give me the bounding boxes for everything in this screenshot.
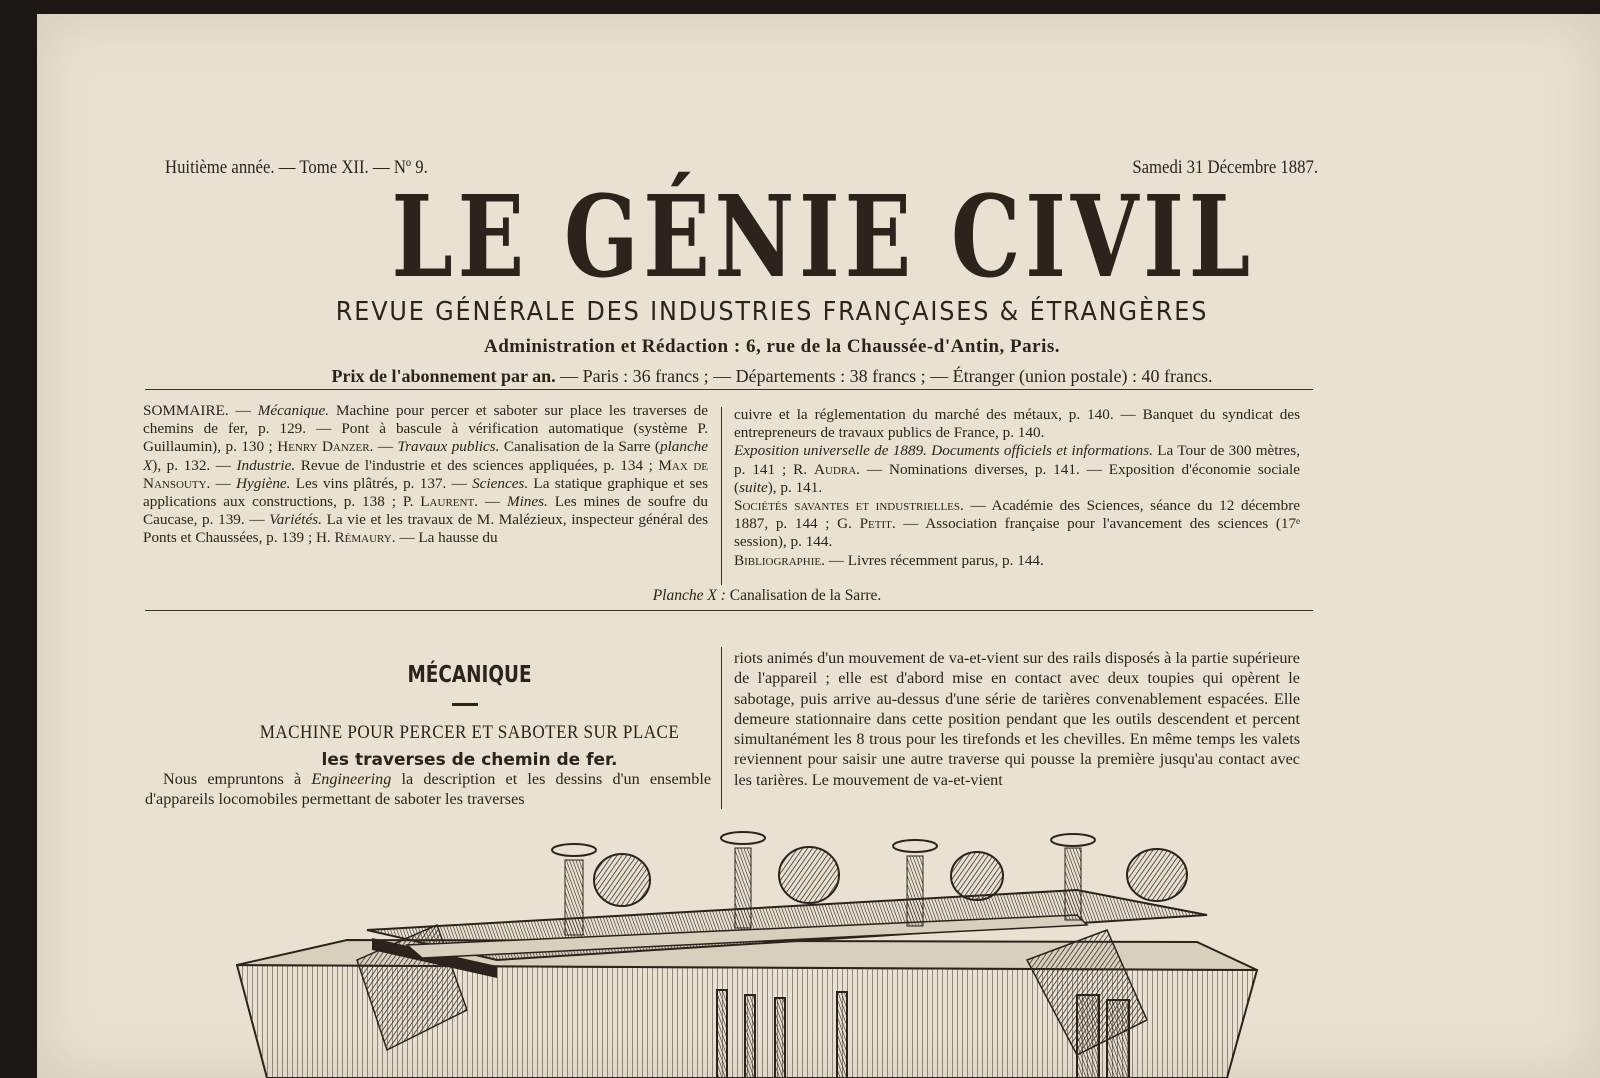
- subscription-prices: [177, 366, 1367, 387]
- text-run: planche X: [143, 438, 709, 474]
- text-run: Audra: [814, 460, 857, 478]
- text-run: . —: [474, 493, 507, 511]
- article-left-text: [145, 769, 711, 810]
- prix-details: — Paris : 36 francs ; — Départements : 38 francs ; — Étranger (union postale) : 40 francs.: [555, 366, 1213, 386]
- text-run: . — Livres récemment parus, p. 144.: [821, 551, 1044, 569]
- prix-label: Prix de l'abonnement par an.: [331, 366, 556, 386]
- text-run: ), p. 132. —: [152, 456, 237, 474]
- newspaper-page: [37, 14, 1600, 1078]
- text-run: Industrie.: [236, 456, 296, 474]
- text-run: . — Académie des Sciences, séance du 12 décembre 1887, p. 144 ; G.: [734, 497, 1300, 533]
- section-dash: [452, 703, 478, 706]
- text-run: . —: [369, 438, 398, 456]
- text-run: La Tour de 300 mètres, p. 141 ; R.: [734, 442, 1301, 478]
- issue-date: Samedi 31 Décembre 1887.: [1132, 157, 1318, 178]
- text-run: Travaux publics.: [397, 438, 500, 456]
- summary-left-column: [143, 402, 708, 548]
- text-run: Henry Danzer: [277, 438, 370, 456]
- text-run: . — La hausse du: [391, 529, 498, 547]
- text-run: Les mines de soufre du Caucase, p. 139. —: [143, 493, 708, 529]
- text-run: La vie et les travaux de M. Malézieux, inspecteur général des Ponts et Chaussées, p. 139 ; H.: [143, 511, 708, 547]
- machine-engraving: [197, 820, 1297, 1078]
- text-run: Petit: [859, 515, 892, 533]
- masthead-title: LE GÉNIE CIVIL: [391, 172, 1255, 303]
- text-run: Canalisation de la Sarre (: [499, 438, 660, 456]
- text-run: Sciences.: [472, 474, 529, 492]
- text-run: Mécanique.: [257, 402, 330, 419]
- summary-right-column: [734, 406, 1300, 570]
- planche-label: Planche X :: [652, 587, 726, 604]
- text-run: cuivre et la réglementation du marché des métaux, p. 140. — Banquet du syndicat des entrepreneurs de travaux publics de France, p. 140.: [734, 406, 1300, 442]
- text-run: . — Nominations diverses, p. 141. — Exposition d'économie sociale (: [734, 460, 1300, 496]
- text-run: Rémaury: [334, 529, 392, 547]
- summary-column-divider: [721, 407, 722, 585]
- text-run: Exposition universelle de 1889. Documents officiels et informations.: [734, 442, 1153, 460]
- section-heading: MÉCANIQUE: [407, 662, 532, 688]
- text-run: Mines.: [506, 493, 548, 511]
- text-run: La statique graphique et ses applications aux constructions, p. 138 ;: [143, 474, 709, 511]
- planche-caption: [187, 587, 1347, 605]
- masthead-subtitle: REVUE GÉNÉRALE DES INDUSTRIES FRANÇAISES & ÉTRANGÈRES: [335, 297, 1209, 327]
- article-subtitle: les traverses de chemin de fer.: [321, 750, 618, 770]
- text-run: ), p. 141.: [767, 478, 823, 496]
- text-run: . —: [206, 474, 237, 492]
- article-right-text: riots animés d'un mouvement de va-et-vient sur des rails disposés à la partie supérieure de l'appareil ; elle est d'abord mise en contact avec deux toupies qui opèrent le sabotage, puis arrive au-dessus d'une série de tarières convenablement espacées. Elle demeure stationnaire dans cette position pendant que les outils descendent et percent simultanément les 8 trous pour les tirefonds et les chevilles. En même temps les valets reviennent pour saisir une autre traverse qui pousse la première jusqu'au contact avec les tarières. Le mouvement de va-et-vient: [734, 649, 1300, 789]
- text-run: Sociétés savantes et industrielles: [734, 497, 961, 515]
- text-run: P. Laurent: [402, 493, 475, 511]
- text-run: Hygiène.: [236, 474, 291, 492]
- text-run: . — Association française pour l'avancement des sciences (17ᵉ session), p. 144.: [734, 515, 1300, 551]
- issue-info: Huitième année. — Tome XII. — Nº 9.: [165, 157, 428, 178]
- text-run: Machine pour percer et saboter sur place les traverses de chemins de fer, p. 129. — Pont à bascule à vérification automatique (système P. Guillaumin), p. 130 ;: [143, 402, 709, 456]
- text-run: SOMMAIRE. —: [143, 402, 258, 419]
- article-title: MACHINE POUR PERCER ET SABOTER SUR PLACE: [259, 722, 680, 743]
- administration-address: Administration et Rédaction : 6, rue de la Chaussée-d'Antin, Paris.: [483, 336, 1061, 357]
- header-rule: [145, 389, 1313, 390]
- summary-rule: [145, 610, 1313, 611]
- text-run: Engineering: [311, 770, 392, 788]
- text-run: la description et les dessins d'un ensemble d'appareils locomobiles permettant de saboter les traverses: [145, 770, 712, 809]
- text-run: Variétés.: [269, 511, 322, 529]
- text-run: Les vins plâtrés, p. 137. —: [290, 474, 473, 492]
- text-run: Nous empruntons à: [163, 770, 312, 788]
- text-run: Revue de l'industrie et des sciences appliquées, p. 134 ;: [295, 456, 659, 474]
- text-run: Max de Nansouty: [143, 456, 708, 492]
- article-column-divider: [721, 647, 722, 809]
- planche-text: Canalisation de la Sarre.: [725, 587, 882, 604]
- text-run: suite: [739, 478, 768, 496]
- text-run: Bibliographie: [734, 551, 822, 569]
